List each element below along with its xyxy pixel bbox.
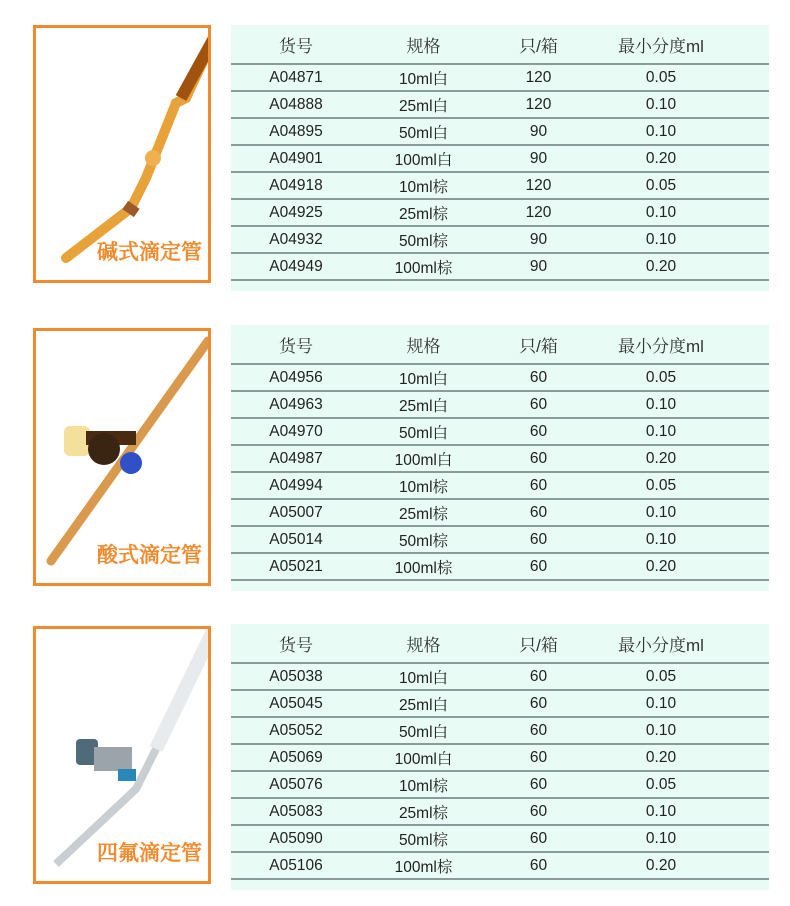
table-cell: 60 xyxy=(529,422,548,440)
table-cell: A05045 xyxy=(269,694,323,712)
table-cell: A05014 xyxy=(269,530,323,548)
table-row xyxy=(231,392,769,419)
table-cell: A04888 xyxy=(269,95,323,113)
table-row xyxy=(231,419,769,446)
table-cell: 10ml白 xyxy=(398,669,449,687)
table-cell: 25ml白 xyxy=(398,97,449,115)
table-row xyxy=(231,173,769,200)
table-cell: 120 xyxy=(525,203,552,221)
table-cell: A05076 xyxy=(269,775,323,793)
table-cell: 0.10 xyxy=(645,802,677,820)
table-cell: 0.10 xyxy=(645,422,677,440)
column-header: 只/箱 xyxy=(519,336,558,356)
table-row xyxy=(231,500,769,527)
table-row xyxy=(231,119,769,146)
table-cell: 0.05 xyxy=(645,476,677,494)
table-cell: 0.20 xyxy=(645,149,677,167)
table-cell: 100ml白 xyxy=(394,750,453,768)
table-cell: 0.10 xyxy=(645,530,677,548)
table-row xyxy=(231,664,769,691)
column-header: 最小分度ml xyxy=(618,635,704,655)
table-cell: 60 xyxy=(529,395,548,413)
table-cell: 10ml棕 xyxy=(398,478,449,496)
table-cell: 10ml棕 xyxy=(398,777,449,795)
table-cell: 50ml棕 xyxy=(398,532,449,550)
table-cell: 50ml棕 xyxy=(398,831,449,849)
table-cell: 10ml白 xyxy=(398,70,449,88)
table-cell: A04963 xyxy=(269,395,323,413)
table-row xyxy=(231,527,769,554)
table-cell: 0.20 xyxy=(645,856,677,874)
table-header xyxy=(231,325,769,365)
table-cell: 0.10 xyxy=(645,829,677,847)
table-cell: 60 xyxy=(529,856,548,874)
table-cell: 60 xyxy=(529,476,548,494)
spec-table xyxy=(231,325,769,591)
table-row xyxy=(231,745,769,772)
table-cell: 0.05 xyxy=(645,667,677,685)
table-cell: 120 xyxy=(525,95,552,113)
table-cell: 60 xyxy=(529,775,548,793)
table-row xyxy=(231,691,769,718)
table-cell: 0.05 xyxy=(645,368,677,386)
table-cell: 0.05 xyxy=(645,68,677,86)
table-cell: 25ml白 xyxy=(398,696,449,714)
table-cell: 100ml白 xyxy=(394,151,453,169)
table-cell: 60 xyxy=(529,503,548,521)
table-cell: A04987 xyxy=(269,449,323,467)
table-cell: 0.05 xyxy=(645,176,677,194)
table-cell: 0.10 xyxy=(645,230,677,248)
product-image xyxy=(33,328,211,586)
table-cell: 60 xyxy=(529,802,548,820)
table-cell: 60 xyxy=(529,667,548,685)
table-cell: 0.20 xyxy=(645,449,677,467)
table-cell: A04956 xyxy=(269,368,323,386)
table-cell: 0.10 xyxy=(645,721,677,739)
product-image xyxy=(33,626,211,884)
table-cell: A05038 xyxy=(269,667,323,685)
table-cell: A04932 xyxy=(269,230,323,248)
table-cell: 0.20 xyxy=(645,257,677,275)
product-image xyxy=(33,25,211,283)
table-row xyxy=(231,826,769,853)
table-cell: A04895 xyxy=(269,122,323,140)
table-cell: 100ml棕 xyxy=(394,858,453,876)
table-cell: A05052 xyxy=(269,721,323,739)
column-header: 只/箱 xyxy=(519,635,558,655)
column-header: 规格 xyxy=(406,336,441,356)
table-row xyxy=(231,853,769,880)
column-header: 货号 xyxy=(279,336,313,356)
table-cell: A04901 xyxy=(269,149,323,167)
table-cell: A05106 xyxy=(269,856,323,874)
table-row xyxy=(231,227,769,254)
table-cell: 0.10 xyxy=(645,95,677,113)
column-header: 最小分度ml xyxy=(618,36,704,56)
table-cell: A04949 xyxy=(269,257,323,275)
table-cell: 100ml白 xyxy=(394,451,453,469)
table-row xyxy=(231,146,769,173)
table-cell: 0.20 xyxy=(645,557,677,575)
table-cell: 0.10 xyxy=(645,203,677,221)
table-cell: 90 xyxy=(529,257,548,275)
table-cell: 50ml白 xyxy=(398,124,449,142)
column-header: 货号 xyxy=(279,635,313,655)
table-row xyxy=(231,365,769,392)
table-cell: A05007 xyxy=(269,503,323,521)
column-header: 最小分度ml xyxy=(618,336,704,356)
table-cell: A04925 xyxy=(269,203,323,221)
table-cell: 0.10 xyxy=(645,694,677,712)
table-cell: 0.10 xyxy=(645,122,677,140)
table-cell: A05090 xyxy=(269,829,323,847)
table-header xyxy=(231,624,769,664)
table-cell: 10ml白 xyxy=(398,370,449,388)
table-cell: A04970 xyxy=(269,422,323,440)
table-cell: 25ml棕 xyxy=(398,804,449,822)
column-header: 货号 xyxy=(279,36,313,56)
table-cell: 50ml棕 xyxy=(398,232,449,250)
table-cell: 60 xyxy=(529,694,548,712)
table-cell: 25ml棕 xyxy=(398,205,449,223)
table-row xyxy=(231,718,769,745)
table-row xyxy=(231,799,769,826)
table-row xyxy=(231,65,769,92)
table-cell: 25ml白 xyxy=(398,397,449,415)
column-header: 规格 xyxy=(406,635,441,655)
table-cell: 120 xyxy=(525,68,552,86)
table-row xyxy=(231,200,769,227)
product-caption: 碱式滴定管 xyxy=(97,241,202,264)
table-cell: A05069 xyxy=(269,748,323,766)
table-cell: 90 xyxy=(529,122,548,140)
column-header: 规格 xyxy=(406,36,441,56)
table-cell: 0.10 xyxy=(645,503,677,521)
table-cell: 0.10 xyxy=(645,395,677,413)
table-row xyxy=(231,473,769,500)
table-cell: 60 xyxy=(529,721,548,739)
spec-table xyxy=(231,25,769,291)
table-row xyxy=(231,554,769,581)
table-header xyxy=(231,25,769,65)
table-cell: A04871 xyxy=(269,68,323,86)
table-cell: 100ml棕 xyxy=(394,259,453,277)
table-cell: 50ml白 xyxy=(398,723,449,741)
table-cell: 60 xyxy=(529,748,548,766)
product-caption: 酸式滴定管 xyxy=(97,544,202,567)
table-cell: 10ml棕 xyxy=(398,178,449,196)
table-cell: 60 xyxy=(529,368,548,386)
table-row xyxy=(231,772,769,799)
table-cell: 90 xyxy=(529,149,548,167)
table-cell: 0.05 xyxy=(645,775,677,793)
table-cell: 60 xyxy=(529,449,548,467)
table-cell: A04918 xyxy=(269,176,323,194)
table-cell: 60 xyxy=(529,557,548,575)
table-row xyxy=(231,254,769,281)
table-cell: 120 xyxy=(525,176,552,194)
table-cell: 60 xyxy=(529,829,548,847)
column-header: 只/箱 xyxy=(519,36,558,56)
table-cell: 0.20 xyxy=(645,748,677,766)
table-cell: A05021 xyxy=(269,557,323,575)
product-caption: 四氟滴定管 xyxy=(97,842,202,865)
table-cell: 100ml棕 xyxy=(394,559,453,577)
table-cell: A05083 xyxy=(269,802,323,820)
spec-table xyxy=(231,624,769,890)
table-cell: 25ml棕 xyxy=(398,505,449,523)
table-cell: A04994 xyxy=(269,476,323,494)
table-row xyxy=(231,446,769,473)
table-cell: 60 xyxy=(529,530,548,548)
table-row xyxy=(231,92,769,119)
table-cell: 90 xyxy=(529,230,548,248)
table-cell: 50ml白 xyxy=(398,424,449,442)
